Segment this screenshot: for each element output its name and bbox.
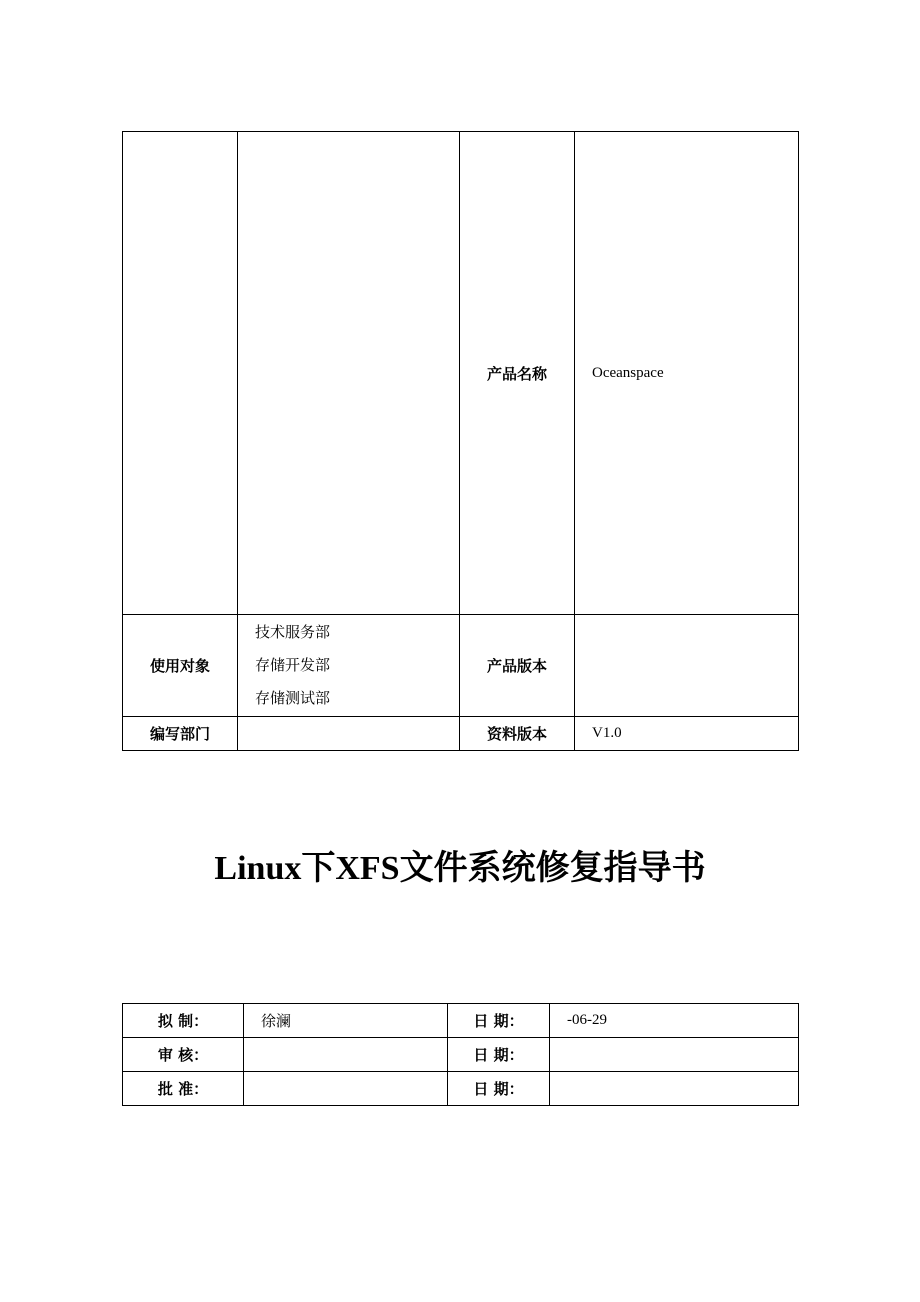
approval-row-draft [123,1004,799,1038]
department-value [238,717,460,751]
audience-row [123,615,799,717]
audience-item: 存储测试部 [255,689,331,707]
approver-label: 批 准： [123,1072,244,1106]
draft-date-value: -06-29 [550,1004,799,1038]
review-date-label: 日 期： [448,1038,550,1072]
empty-cell [123,132,238,615]
department-label: 编写部门 [123,717,238,751]
approval-row-approve [123,1072,799,1106]
audience-list [238,615,460,717]
product-name-row [123,132,799,615]
doc-version-value: V1.0 [575,717,799,751]
product-version-value [575,615,799,717]
product-name-label: 产品名称 [460,132,575,615]
audience-item: 存储开发部 [255,656,331,674]
product-version-label: 产品版本 [460,615,575,717]
audience-item: 技术服务部 [255,623,331,641]
audience-label: 使用对象 [123,615,238,717]
doc-version-label: 资料版本 [460,717,575,751]
reviewer-value [244,1038,448,1072]
review-date-value [550,1038,799,1072]
approve-date-label: 日 期： [448,1072,550,1106]
empty-cell [238,132,460,615]
approver-value [244,1072,448,1106]
draft-date-label: 日 期： [448,1004,550,1038]
reviewer-label: 审 核： [123,1038,244,1072]
approval-table [122,1003,799,1106]
product-name-value: Oceanspace [575,132,799,615]
department-row [123,717,799,751]
drafter-value: 徐澜 [244,1004,448,1038]
document-info-table [122,131,799,751]
approve-date-value [550,1072,799,1106]
document-title: Linux下XFS文件系统修复指导书 [214,850,706,887]
approval-row-review [123,1038,799,1072]
drafter-label: 拟 制： [123,1004,244,1038]
